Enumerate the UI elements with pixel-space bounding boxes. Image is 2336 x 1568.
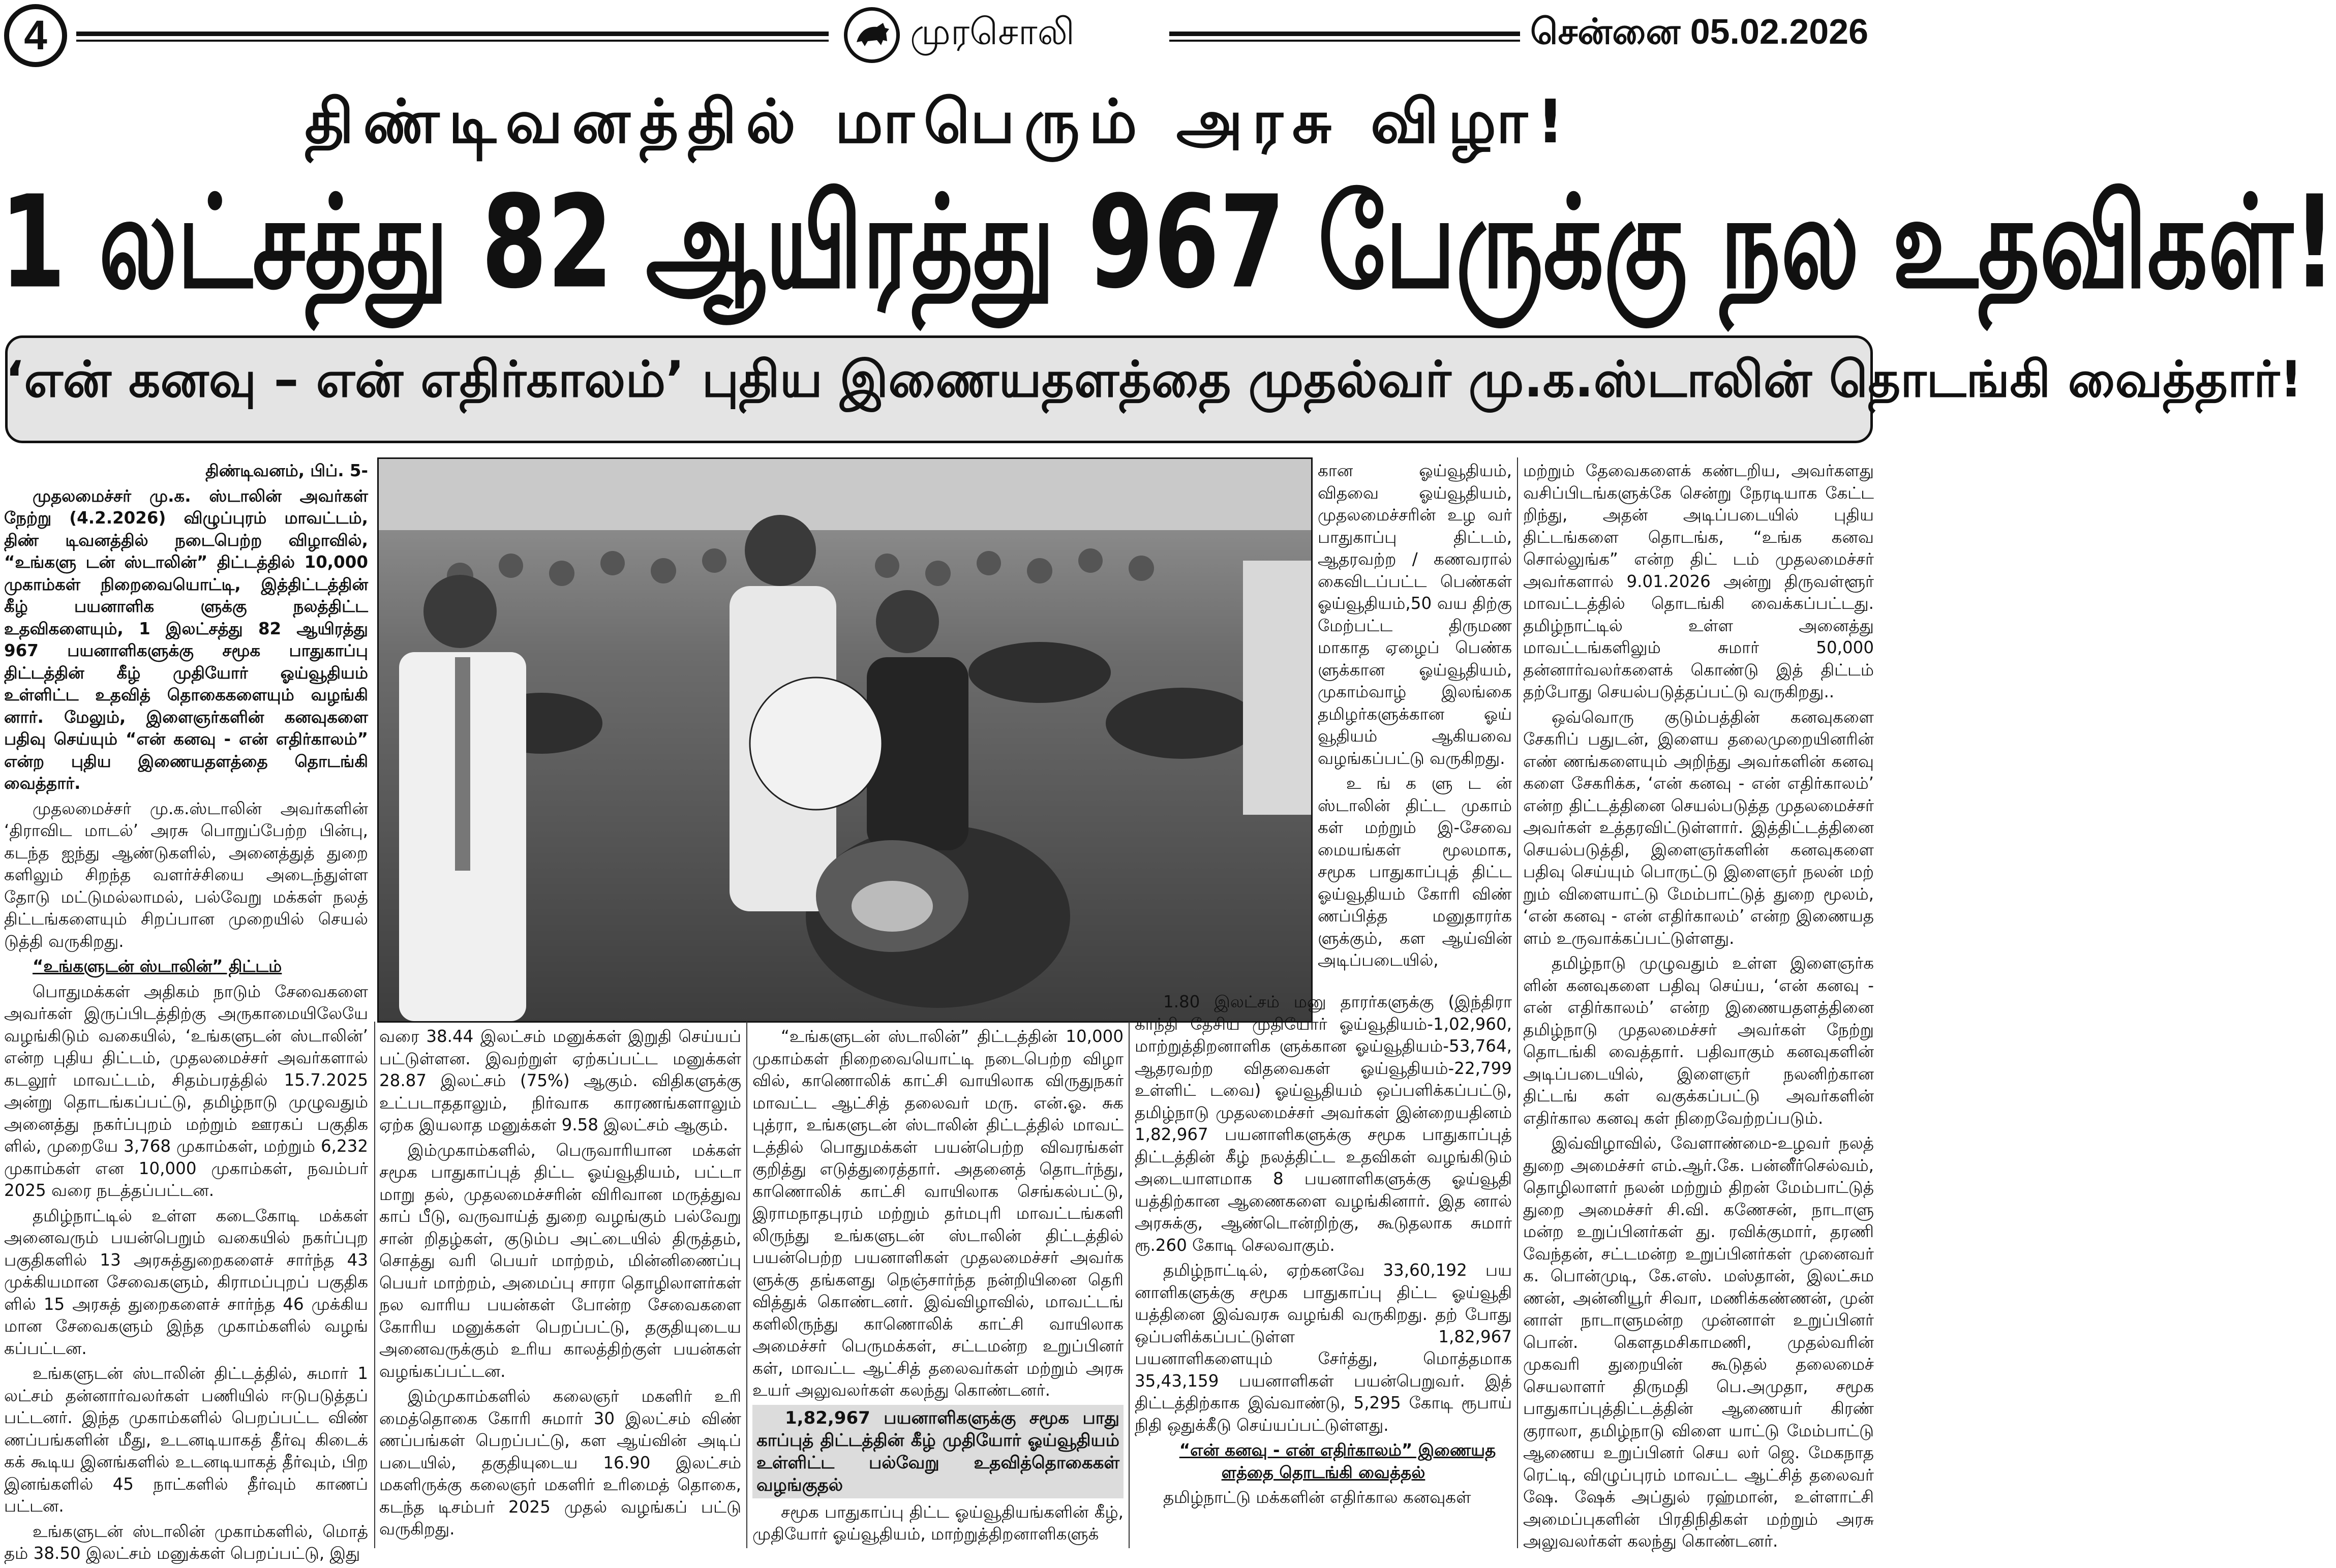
paragraph: தமிழ்நாடு முழுவதும் உள்ள இளைஞர்க ளின் கனவுகளை பதிவு செய்ய, ‘என் கனவு - என் எதிர்காலம்’ என்ற இணையதளத்தினை தமிழ்நாடு முதலமைச்சர் அவர்கள் நேற்று தொடங்கி வைத்தார். பதிவாகும் கனவுகளின் அடிப்படையில், இளைஞர் நலனிற்கான திட்டங் கள் வகுக்கப்பட்டு அவர்களின் எதிர்கால கனவு கள் நிறைவேற்றப்படும். <box>1523 954 1874 1128</box>
main-headline: 1 லட்சத்து 82 ஆயிரத்து 967 பேருக்கு நல உதவிகள்! <box>0 168 2336 317</box>
paragraph: பொதுமக்கள் அதிகம் நாடும் சேவைகளை அவர்கள் இருப்பிடத்திற்கு அருகாமையிலேயே வழங்கிடும் வகையில், ‘உங்களுடன் ஸ்டாலின்’ என்ற புதிய திட்டம், முதலமைச்சர் அவர்களால் கடலூர் மாவட்டம், சிதம்பரத்தில் 15.7.2025 அன்று தொடங்கப்பட்டு, தமிழ்நாடு முழுவதும் அனைத்து நகர்ப்புறம் மற்றும் ஊரகப் பகுதிக ளில், முறையே 3,768 முகாம்கள், மற்றும் 6,232 முகாம்கள் என 10,000 முகாம்கள், நவம்பர் 2025 வரை நடத்தப்பட்டன. <box>4 981 368 1200</box>
paragraph: இவ்விழாவில், வேளாண்மை-உழவர் நலத் துறை அமைச்சர் எம்.ஆர்.கே. பன்னீர்செல்வம், தொழிலாளர் நலன் மற்றும் திறன் மேம்பாட்டுத் துறை அமைச்சர் சி.வி. கணேசன், நாடாளு மன்ற உறுப்பினர்கள் து. ரவிக்குமார், தரணி வேந்தன், சட்டமன்ற உறுப்பினர்கள் முனைவர் க. பொன்முடி, கே.எஸ். மஸ்தான், இலட்சும ணன், அன்னியூர் சிவா, மணிக்கண்ணன், முன் னாள் நாடாளுமன்ற முன்னாள் உறுப்பினர் பொன். கௌதமசிகாமணி, முதல்வரின் முகவரி துறையின் கூடுதல் தலைமைச் செயலாளர் திருமதி பெ.அமுதா, சமூக பாதுகாப்புத்திட்டத்தின் ஆணையர் கிரண் குராலா, தமிழ்நாடு விளை யாட்டு மேம்பாட்டு ஆணைய உறுப்பினர் செய லர் ஜெ. மேகநாத ரெட்டி, விழுப்புரம் மாவட்ட ஆட்சித் தலைவர் ஷே. ஷேக் அப்துல் ரஹ்மான், உள்ளாட்சி அமைப்புகளின் பிரதிநிதிகள் மற்றும் அரசு அலுவலர்கள் கலந்து கொண்டனர். <box>1523 1133 1874 1551</box>
header-rule <box>1169 40 1520 42</box>
paragraph: தமிழ்நாட்டு மக்களின் எதிர்கால கனவுகள் <box>1163 1488 1471 1507</box>
header-rule <box>76 32 829 36</box>
newspaper-logo-icon <box>844 7 900 63</box>
article-lead: முதலமைச்சர் மு.க. ஸ்டாலின் அவர்கள் நேற்று (4.2.2026) விழுப்புரம் மாவட்டம், திண் டிவனத்தில் நடைபெற்ற விழாவில், “உங்களு டன் ஸ்டாலின்” திட்டத்தில் 10,000 முகாம்கள் நிறைவையொட்டி, இத்திட்டத்தின் கீழ் பயனாளிக ளுக்கு நலத்திட்ட உதவிகளையும், 1 இலட்சத்து 82 ஆயிரத்து 967 பயனாளிகளுக்கு சமூக பாதுகாப்பு திட்டத்தின் கீழ் முதியோர் ஓய்வூதியம் உள்ளிட்ட உதவித் தொகைகளையும் வழங்கி னார். மேலும், இளைஞர்களின் கனவுகளை பதிவு செய்யும் “என் கனவு - என் எதிர்காலம்” என்ற புதிய இணையதளத்தை தொடங்கி வைத்தார். <box>4 486 368 793</box>
section-subtitle: “என் கனவு - என் எதிர்காலம்” இணையத ளத்தை தொடங்கி வைத்தல் <box>1179 1440 1496 1482</box>
event-photo <box>377 457 1313 1023</box>
paragraph: தமிழ்நாட்டில், ஏற்கனவே 33,60,192 பய னாளிகளுக்கு சமூக பாதுகாப்பு திட்ட ஓய்வூதி யத்தினை இவ்வரசு வழங்கி வருகிறது. தற் போது ஒப்பளிக்கப்பட்டுள்ள 1,82,967 பயனாளிகளையும் சேர்த்து, மொத்தமாக 35,43,159 பயனாளிகள் பயன்பெறுவர். இத் திட்டத்திற்காக இவ்வாண்டு, 5,295 கோடி ரூபாய் நிதி ஒதுக்கீடு செய்யப்பட்டுள்ளது. <box>1135 1260 1512 1435</box>
paragraph: சமூக பாதுகாப்பு திட்ட ஓய்வூதியங்களின் கீழ், முதியோர் ஓய்வூதியம், மாற்றுத்திறனாளிகளுக் <box>752 1502 1124 1544</box>
paragraph: ஒவ்வொரு குடும்பத்தின் கனவுகளை சேகரிப் பதுடன், இளைய தலைமுறையினரின் எண் ணங்களையும் அறிந்து அவர்களின் கனவு களை சேகரிக்க, ‘என் கனவு - என் எதிர்காலம்’ என்ற திட்டத்தினை செயல்படுத்த முதலமைச்சர் அவர்கள் உத்தரவிட்டுள்ளார். இத்திட்டத்தினை செயல்படுத்தி, இளைஞர்களின் கனவுகளை பதிவு செய்யும் பொருட்டு இளைஞர் நலன் மற் றும் விளையாட்டு மேம்பாட்டுத் துறை மூலம், ‘என் கனவு - என் எதிர்காலம்’ என்ற இணையத ளம் உருவாக்கப்பட்டுள்ளது. <box>1523 707 1874 948</box>
subheadline: ‘என் கனவு – என் எதிர்காலம்’ புதிய இணையதளத்தை முதல்வர் மு.க.ஸ்டாலின் தொடங்கி வைத்தார்! <box>5 351 2302 409</box>
header-rule <box>76 40 829 42</box>
paragraph: வரை 38.44 இலட்சம் மனுக்கள் இறுதி செய்யப் பட்டுள்ளன. இவற்றுள் ஏற்கப்பட்ட மனுக்கள் 28.87 இலட்சம் (75%) ஆகும். விதிகளுக்கு உட்படாததாலும், நிர்வாக காரணங்களாலும் ஏற்க இயலாத மனுக்கள் 9.58 இலட்சம் ஆகும். <box>379 1027 741 1134</box>
newspaper-name: முரசொலி <box>910 10 1075 53</box>
column-divider <box>1129 1022 1130 1548</box>
page-number: 4 <box>4 4 67 67</box>
section-subtitle: “உங்களுடன் ஸ்டாலின்” திட்டம் <box>33 957 282 976</box>
paragraph: இம்முகாம்களில், பெருவாரியான மக்கள் சமூக பாதுகாப்புத் திட்ட ஓய்வூதியம், பட்டா மாறு தல், முதலமைச்சரின் விரிவான மருத்துவ காப் பீடு, வருவாய்த் துறை வழங்கும் பல்வேறு சான் றிதழ்கள், குடும்ப அட்டையில் திருத்தம், சொத்து வரி பெயர் மாற்றம், மின்னிணைப்பு பெயர் மாற்றம், அமைப்பு சாரா தொழிலாளர்கள் நல வாரிய பயன்கள் போன்ற சேவைகளை கோரிய மனுக்கள் பெறப்பட்டு, தகுதியுடைய அனைவருக்கும் உரிய காலத்திற்குள் பயன்கள் வழங்கப்பட்டன. <box>379 1140 741 1381</box>
article-column-1 <box>4 460 368 1568</box>
column-divider <box>1517 457 1518 1548</box>
article-column-4-bottom <box>1135 991 1512 1512</box>
paragraph: மற்றும் தேவைகளைக் கண்டறிய, அவர்களது வசிப்பிடங்களுக்கே சென்று நேரடியாக கேட்ட றிந்து, அதன் அடிப்படையில் புதிய திட்டங்களை தொடங்க, “உங்க கனவ சொல்லுங்க” என்ற திட் டம் முதலமைச்சர் அவர்களால் 9.01.2026 அன்று திருவள்ளூர் மாவட்டத்தில் தொடங்கி வைக்கப்பட்டது. தமிழ்நாட்டில் உள்ள அனைத்து மாவட்டங்களிலும் சுமார் 50,000 தன்னார்வலர்களைக் கொண்டு இத் திட்டம் தற்போது செயல்படுத்தப்பட்டு வருகிறது.. <box>1523 461 1874 701</box>
paragraph: இம்முகாம்களில் கலைஞர் மகளிர் உரி மைத்தொகை கோரி சுமார் 30 இலட்சம் விண் ணப்பங்கள் பெறப்பட்டு, கள ஆய்வின் அடிப் படையில், தகுதியுடைய 16.90 இலட்சம் மகளிருக்கு கலைஞர் மகளிர் உரிமைத் தொகை, கடந்த டிசம்பர் 2025 முதல் வழங்கப் பட்டு வருகிறது. <box>379 1387 741 1539</box>
highlight-box: 1,82,967 பயனாளிகளுக்கு சமூக பாது காப்புத் திட்டத்தின் கீழ் முதியோர் ஓய்வூதியம் உள்ளிட்ட பல்வேறு உதவித்தொகைகள் வழங்குதல் <box>752 1405 1124 1498</box>
paragraph: உங்களுடன் ஸ்டாலின் திட்டத்தில், சுமார் 1 லட்சம் தன்னார்வலர்கள் பணியில் ஈடுபடுத்தப் பட்டனர். இந்த முகாம்களில் பெறப்பட்ட விண் ணப்பங்களின் மீது, உடனடியாகத் தீர்வு கிடைக் கக் கூடிய இனங்களில் உடனடியாகத் தீர்வும், பிற இனங்களில் 45 நாட்களில் தீர்வும் காணப் பட்டன. <box>4 1364 368 1516</box>
paragraph: உ ங் க ளு ட ன் ஸ்டாலின் திட்ட முகாம் கள் மற்றும் இ-சேவை மையங்கள் மூலமாக, சமூக பாதுகாப்புத் திட்ட ஓய்வூதியம் கோரி விண் ணப்பித்த மனுதாரர்க ளுக்கும், கள ஆய்வின் அடிப்படையில், <box>1318 774 1512 970</box>
article-column-3 <box>752 1026 1124 1549</box>
paragraph: “உங்களுடன் ஸ்டாலின்” திட்டத்தின் 10,000 முகாம்கள் நிறைவையொட்டி நடைபெற்ற விழா வில், காணொலிக் காட்சி வாயிலாக விருதுநகர் மாவட்ட ஆட்சித் தலைவர் மரு. என்.ஓ. சுக புத்ரா, உங்களுடன் ஸ்டாலின் திட்டத்தில் மாவட் டத்தில் பொதுமக்கள் பயன்பெற்ற விவரங்கள் குறித்து எடுத்துரைத்தார். அதனைத் தொடர்ந்து, காணொலிக் காட்சி வாயிலாக செங்கல்பட்டு, இராமநாதபுரம் மற்றும் தர்மபுரி மாவட்டங்களி லிருந்து உங்களுடன் ஸ்டாலின் திட்டத்தில் பயன்பெற்ற பயனாளிகள் முதலமைச்சர் அவர்க ளுக்கு தங்களது நெஞ்சார்ந்த நன்றியினை தெரி வித்துக் கொண்டனர். இவ்விழாவில், மாவட்டங் களிலிருந்து காணொலிக் காட்சி வாயிலாக அமைச்சர் பெருமக்கள், சட்டமன்ற உறுப்பினர் கள், மாவட்ட ஆட்சித் தலைவர்கள் மற்றும் அரசு உயர் அலுவலர்கள் கலந்து கொண்டனர். <box>752 1027 1124 1400</box>
column-divider <box>374 1022 375 1548</box>
dateline: சென்னை 05.02.2026 <box>1530 12 1869 51</box>
article-dateline: திண்டிவனம், பிப். 5- <box>205 461 368 480</box>
column-divider <box>746 1022 747 1548</box>
article-column-2 <box>379 1026 741 1544</box>
article-column-5 <box>1523 460 1874 1556</box>
kicker-headline: திண்டிவனத்தில் மாபெரும் அரசு விழா! <box>305 86 1573 157</box>
paragraph: கான ஓய்வூதியம், விதவை ஓய்வூதியம், முதலமைச்சரின் உழ வர் பாதுகாப்பு திட்டம், ஆதரவற்ற / கணவரால் கைவிடப்பட்ட பெண்கள் ஓய்வூதியம்,50 வய திற்கு மேற்பட்ட திருமண மாகாத ஏழைப் பெண்க ளுக்கான ஓய்வூதியம், முகாம்வாழ் இலங்கை தமிழர்களுக்கான ஓய் வூதியம் ஆகியவை வழங்கப்பட்டு வருகிறது. <box>1318 461 1512 768</box>
paragraph: உங்களுடன் ஸ்டாலின் முகாம்களில், மொத் தம் 38.50 இலட்சம் மனுக்கள் பெறப்பட்டு, இது <box>4 1521 368 1563</box>
header-rule <box>1169 32 1520 36</box>
paragraph: முதலமைச்சர் மு.க.ஸ்டாலின் அவர்களின் ‘திராவிட மாடல்’ அரசு பொறுப்பேற்ற பின்பு, கடந்த ஐந்து ஆண்டுகளில், அனைத்துத் துறை களிலும் சிறந்த வளர்ச்சியை அடைந்துள்ள தோடு மட்டுமல்லாமல், பல்வேறு மக்கள் நலத் திட்டங்களையும் சிறப்பான முறையில் செயல் டுத்தி வருகிறது. <box>4 798 368 951</box>
paragraph: 1.80 இலட்சம் மனு தாரர்களுக்கு (இந்திரா காந்தி தேசிய முதியோர் ஓய்வூதியம்-1,02,960, மாற்றுத்திறனாளிக ளுக்கான ஓய்வூதியம்-53,764, ஆதரவற்ற விதவைகள் ஓய்வூதியம்-22,799 உள்ளிட் டவை) ஓய்வூதியம் ஒப்பளிக்கப்பட்டு, தமிழ்நாடு முதலமைச்சர் அவர்கள் இன்றையதினம் 1,82,967 பயனாளிகளுக்கு சமூக பாதுகாப்புத் திட்டத்தின் கீழ் நலத்திட்ட உதவிகள் வழங்கிடும் அடையாளமாக 8 பயனாளிகளுக்கு ஓய்வூதி யத்திற்கான ஆணைகளை வழங்கினார். இத னால் அரசுக்கு, ஆண்டொன்றிற்கு, கூடுதலாக சுமார் ரூ.260 கோடி செலவாகும். <box>1135 992 1512 1255</box>
article-column-4-top <box>1318 460 1512 975</box>
paragraph: தமிழ்நாட்டில் உள்ள கடைகோடி மக்கள் அனைவரும் பயன்பெறும் வகையில் நகர்ப்புற பகுதிகளில் 13 அரசுத்துறைகளைச் சார்ந்த 43 முக்கியமான சேவைகளும், கிராமப்புறப் பகுதிக ளில் 15 அரசுத் துறைகளைச் சார்ந்த 46 முக்கிய மான சேவைகளும் இந்த முகாம்களில் வழங் கப்பட்டன. <box>4 1206 368 1358</box>
